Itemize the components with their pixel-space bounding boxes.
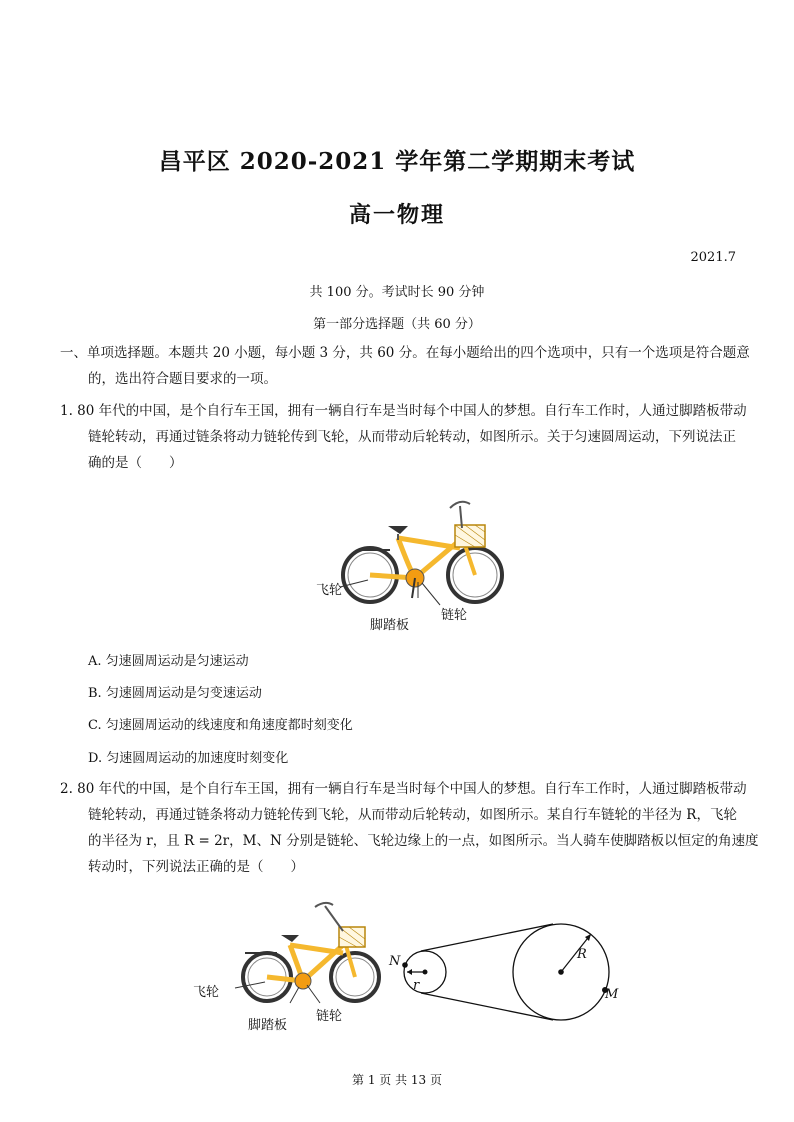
- q2-line-1: 2. 80 年代的中国，是个自行车王国，拥有一辆自行车是当时每个中国人的梦想。自行车工作时，人通过脚踏板带动: [60, 781, 747, 797]
- question-1: [60, 398, 760, 476]
- q2-label-pedal: 脚踏板: [248, 1018, 288, 1033]
- q1-label-flywheel: 飞轮: [316, 583, 343, 598]
- q1-option-b: B. 匀速圆周运动是匀变速运动: [88, 686, 262, 701]
- q1-option-a: A. 匀速圆周运动是匀速运动: [88, 654, 249, 669]
- section-line-2: 的，选出符合题目要求的一项。: [88, 371, 277, 387]
- label-N: N: [389, 954, 401, 969]
- q2-line-4: 转动时，下列说法正确的是（ ）: [88, 859, 304, 875]
- exam-title: 昌平区 2020-2021 学年第二学期期末考试: [158, 148, 636, 175]
- bicycle-icon: [235, 903, 379, 1003]
- q2-bicycle-figure: [215, 897, 385, 1027]
- bicycle-icon: [340, 502, 502, 605]
- exam-subtitle: 高一物理: [348, 202, 445, 228]
- q2-label-chainwheel: 链轮: [316, 1009, 343, 1024]
- q1-option-c: C. 匀速圆周运动的线速度和角速度都时刻变化: [88, 718, 353, 733]
- q1-line-2: 链轮转动，再通过链条将动力链轮传到飞轮，从而带动后轮转动，如图所示。关于匀速圆周运动，下列说法正: [88, 429, 736, 445]
- chain-top: [421, 924, 553, 951]
- q1-line-3: 确的是（ ）: [88, 455, 183, 471]
- q1-line-1: 1. 80 年代的中国，是个自行车王国，拥有一辆自行车是当时每个中国人的梦想。自行车工作时，人通过脚踏板带动: [60, 403, 747, 419]
- q1-bicycle-figure: [300, 490, 520, 630]
- q2-line-2: 链轮转动，再通过链条将动力链轮传到飞轮，从而带动后轮转动，如图所示。某自行车链轮的半径为 R，飞轮: [88, 807, 737, 823]
- q1-label-pedal: 脚踏板: [370, 618, 410, 633]
- label-r: r: [413, 978, 420, 993]
- q1-option-d: D. 匀速圆周运动的加速度时刻变化: [88, 751, 289, 766]
- q1-label-chainwheel: 链轮: [441, 608, 468, 623]
- page-footer: 第 1 页 共 13 页: [352, 1073, 442, 1087]
- chain-bottom: [421, 993, 553, 1020]
- label-M: M: [605, 987, 619, 1002]
- part-title: 第一部分选择题（共 60 分）: [313, 317, 481, 332]
- q2-label-flywheel: 飞轮: [193, 985, 220, 1000]
- point-n: [402, 962, 408, 968]
- question-2: [60, 776, 760, 880]
- label-R: R: [577, 947, 587, 962]
- chain-drive-diagram: [395, 910, 635, 1035]
- q2-line-3: 的半径为 r，且 R = 2r，M、N 分别是链轮、飞轮边缘上的一点，如图所示。当人骑车使脚踏板以恒定的角速度: [88, 833, 759, 849]
- section-instructions: [60, 340, 760, 392]
- exam-date: 2021.7: [690, 250, 736, 265]
- section-line-1: 一、单项选择题。本题共 20 小题，每小题 3 分，共 60 分。在每小题给出的四个选项中，只有一个选项是符合题意: [60, 345, 750, 361]
- arrow-r-head: [407, 969, 412, 975]
- exam-info: 共 100 分。考试时长 90 分钟: [309, 285, 485, 300]
